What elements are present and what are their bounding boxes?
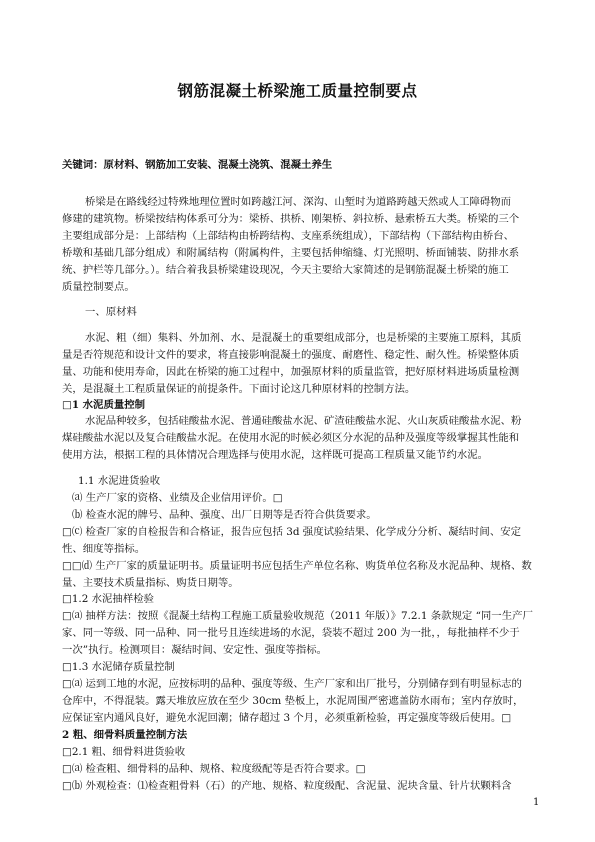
paragraph-line: 水泥品种较多，包括硅酸盐水泥、普通硅酸盐水泥、矿渣硅酸盐水泥、火山灰质硅酸盐水泥、粉 (85, 415, 522, 427)
intro-line: 桥墩和基础几部分组成）和附属结构（附属构件，主要包括伸缩缝、灯光照明、桥面铺装、防排水系 (62, 247, 520, 259)
paragraph-line: 量、功能和使用寿命，因此在桥梁的施工过程中，加强原材料的质量监管，把好原材料进场质量检测 (62, 366, 520, 378)
paragraph-line: □⒜ 抽样方法：按照《混凝土结构工程施工质量验收规范（2011 年版）》7.2.1 条款规定 “同一生产厂 (62, 610, 533, 622)
paragraph-line: □⒜ 运到工地的水泥，应按标明的品种、强度等级、生产厂家和出厂批号，分别储存到有明显标志的 (62, 678, 522, 690)
list-item: □⒜ 检查粗、细骨料的品种、规格、粒度级配等是否符合要求。□ (62, 763, 366, 775)
paragraph-line: 应保证室内通风良好，避免水泥回潮；储存超过 3 个月，必须重新检验，再定强度等级后使用。□ (62, 712, 512, 724)
list-item: ⒝ 检查水泥的牌号、品种、强度、出厂日期等是否符合供货要求。 (72, 509, 377, 521)
intro-line: 质量控制要点。 (62, 281, 135, 293)
section-heading-cement: □1 水泥质量控制 (62, 399, 146, 411)
list-item-line: 量、主要技术质量指标、购货日期等。 (62, 577, 239, 589)
paragraph-line: 使用方法，根据工程的具体情况合理选择与使用水泥，这样既可提高工程质量又能节约水泥。 (62, 449, 489, 461)
subsection-heading-1-1: 1.1 水泥进货验收 (78, 475, 161, 487)
list-item-line: 性、细度等指标。 (62, 543, 146, 555)
paragraph-line: 量是否符规范和设计文件的要求，将直接影响混凝土的强度、耐磨性、稳定性、耐久性。桥梁整体质 (62, 349, 520, 361)
list-item-line: □□⒟ 生产厂家的质量证明书。质量证明书应包括生产单位名称、购货单位名称及水泥品种、规格、数 (62, 560, 532, 572)
subsection-heading-1-2: □1.2 水泥抽样检验 (62, 593, 154, 605)
intro-line: 统、护栏等几部分。）。结合着我县桥梁建设现况，今天主要给大家简述的是钢筋混凝土桥梁的施工 (62, 264, 509, 276)
paragraph-line: 水泥、粗（细）集料、外加剂、水、是混凝土的重要组成部分，也是桥梁的主要施工原料，其质 (85, 332, 522, 344)
subsection-heading-2-1: □2.1 粗、细骨料进货验收 (62, 746, 186, 758)
paragraph-line: 一次”执行。检测项目：凝结时间、安定性、强度等指标。 (62, 644, 328, 656)
list-item: □⒝ 外观检查：⑴检查粗骨料（石）的产地、规格、粒度级配、含泥量、泥块含量、针片状颗料含 (62, 780, 512, 792)
section-heading-aggregates: 2 粗、细骨料质量控制方法 (62, 729, 188, 741)
page-number: 1 (533, 797, 540, 808)
intro-line: 主要组成部分是：上部结构（上部结构由桥跨结构、支座系统组成），下部结构（下部结构由桥台、 (62, 230, 514, 242)
paragraph-line: 关，是混凝土工程质量保证的前提条件。下面讨论这几种原材料的控制方法。 (62, 383, 416, 395)
subsection-heading-1-3: □1.3 水泥储存质量控制 (62, 661, 175, 673)
paragraph-line: 家、同一等级、同一品种、同一批号且连续进场的水泥，袋装不超过 200 为一批，，每批抽样不少于 (62, 627, 520, 639)
list-item: ⒜ 生产厂家的资格、业绩及企业信用评价。□ (72, 492, 283, 504)
intro-line: 修建的建筑物。桥梁按结构体系可分为：梁桥、拱桥、刚架桥、斜拉桥、悬索桥五大类。桥梁的三个 (62, 213, 520, 225)
keywords-line: 关键词：原材料、钢筋加工安装、混凝土浇筑、混凝土养生 (62, 159, 333, 171)
intro-line: 桥梁是在路线经过特殊地理位置时如跨越江河、深沟、山堑时为道路跨越天然或人工障碍物而 (85, 196, 512, 208)
section-heading-raw-materials: 一、原材料 (85, 306, 137, 318)
paragraph-line: 仓库中，不得混装。露天堆放应放在至少 30cm 垫板上，水泥周围严密遮盖防水雨布；室内存放时， (62, 695, 524, 707)
page-title: 钢筋混凝土桥梁施工质量控制要点 (177, 81, 418, 100)
list-item-line: □⒞ 检查厂家的自检报告和合格证，报告应包括 3d 强度试验结果、化学成分分析、凝结时间、安定 (62, 526, 521, 538)
paragraph-line: 煤硅酸盐水泥以及复合硅酸盐水泥。在使用水泥的时候必须区分水泥的品种及强度等级掌握其性能和 (62, 432, 520, 444)
